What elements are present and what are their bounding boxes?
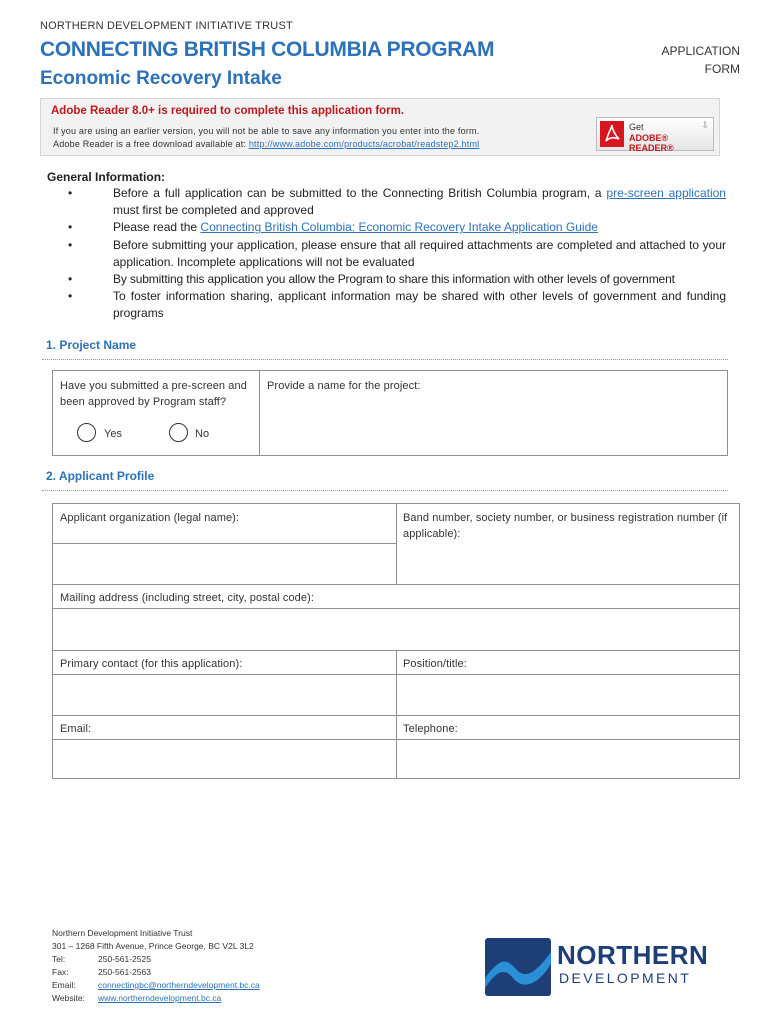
organization-name: NORTHERN DEVELOPMENT INITIATIVE TRUST (40, 20, 293, 32)
download-arrow-icon: ⇩ (701, 120, 709, 130)
logo-word-development: DEVELOPMENT (559, 970, 692, 986)
footer-website-link[interactable]: www.northerndevelopment.bc.ca (98, 993, 222, 1003)
logo-word-northern: NORTHERN (557, 940, 709, 970)
form-type-line2: FORM (704, 62, 740, 76)
footer-address: 301 – 1268 Fifth Avenue, Prince George, BC V2L 3L2 (52, 941, 254, 951)
bullet-dot: • (68, 186, 73, 200)
general-info-heading: General Information: (47, 170, 166, 184)
notice-line1: If you are using an earlier version, you will not be able to save any information you enter into the form. (53, 126, 480, 136)
adobe-pdf-icon (600, 121, 624, 147)
prescreen-no-radio[interactable] (169, 423, 188, 442)
form-type-label (620, 42, 740, 78)
program-title: CONNECTING BRITISH COLUMBIA PROGRAM (40, 38, 495, 61)
bullet-dot: • (68, 289, 73, 304)
position-input[interactable] (398, 676, 738, 714)
footer-email-link[interactable]: connectingbc@northerndevelopment.bc.ca (98, 980, 260, 990)
bullet-dot: • (68, 272, 73, 287)
list-item: • To foster information sharing, applicant information may be shared with other levels of government and funding programs (68, 289, 726, 321)
list-item: • Before a full application can be submitted to the Connecting British Columbia program, a pre-screen application must first be completed and approved (68, 186, 726, 218)
bullet-dot: • (68, 237, 73, 252)
email-label: Email: (60, 723, 92, 735)
table-divider (259, 370, 260, 456)
footer-web-row: Website: www.northerndevelopment.bc.ca (52, 993, 222, 1003)
northern-development-mark-icon (485, 938, 551, 996)
telephone-input[interactable] (398, 741, 738, 778)
primary-contact-input[interactable] (54, 676, 395, 714)
telephone-label: Telephone: (403, 723, 458, 735)
registration-number-label: Band number, society number, or business registration number (if applicable): (403, 512, 728, 540)
northern-development-logo (485, 938, 730, 996)
footer-org: Northern Development Initiative Trust (52, 928, 193, 938)
table-divider (52, 608, 740, 609)
notice-line2 (53, 139, 479, 149)
yes-label: Yes (104, 428, 122, 440)
notice-title: Adobe Reader 8.0+ is required to complete this application form. (51, 105, 405, 117)
list-item: • Before submitting your application, please ensure that all required attachments are completed and attached to your application. Incomplete applications will not be evaluated (68, 237, 726, 269)
prescreen-yes-radio[interactable] (77, 423, 96, 442)
intake-subtitle: Economic Recovery Intake (40, 68, 282, 89)
table-divider (396, 650, 397, 779)
section-1-heading: 1. Project Name (46, 338, 137, 352)
section-2-divider (42, 490, 728, 491)
org-name-input[interactable] (54, 545, 395, 583)
get-adobe-reader-button[interactable] (596, 117, 714, 151)
footer-fax: 250-561-2563 (98, 967, 151, 977)
footer-tel-row: Tel: 250-561-2525 (52, 954, 151, 964)
adobe-notice (40, 98, 720, 156)
table-divider (52, 584, 740, 585)
prescreen-question: Have you submitted a pre-screen and been approved by Program staff? (60, 380, 247, 408)
adobe-download-link[interactable]: http://www.adobe.com/products/acrobat/readstep2.html (248, 139, 480, 149)
email-input[interactable] (54, 741, 395, 778)
footer-contact (52, 927, 260, 1005)
application-guide-link[interactable]: Connecting British Columbia: Economic Recovery Intake Application Guide (200, 220, 598, 235)
section-1-divider (42, 359, 728, 360)
table-divider (52, 543, 396, 544)
no-label: No (195, 428, 210, 440)
pre-screen-application-link[interactable]: pre-screen application (606, 186, 726, 200)
org-name-label: Applicant organization (legal name): (60, 512, 240, 524)
primary-contact-label: Primary contact (for this application): (60, 658, 243, 670)
badge-reader-text: ADOBE® READER® (629, 133, 674, 153)
footer-fax-row: Fax: 250-561-2563 (52, 967, 151, 977)
position-label: Position/title: (403, 658, 467, 670)
table-divider (396, 503, 397, 584)
notice-line2-prefix: Adobe Reader is a free download available at: (53, 139, 249, 149)
list-item: • By submitting this application you allow the Program to share this information with other levels of government (60, 271, 726, 288)
list-item: • Please read the Connecting British Columbia: Economic Recovery Intake Application Guide (60, 219, 726, 236)
mailing-address-input[interactable] (54, 610, 738, 649)
badge-get-text: Get (629, 122, 644, 132)
mailing-address-label: Mailing address (including street, city, postal code): (60, 592, 315, 604)
form-type-line1: APPLICATION (661, 44, 740, 58)
footer-tel: 250-561-2525 (98, 954, 151, 964)
registration-number-input[interactable] (398, 545, 738, 583)
project-name-input[interactable] (264, 396, 724, 452)
adobe-swirl-icon (600, 121, 624, 147)
project-name-label: Provide a name for the project: (267, 380, 421, 392)
bullet-dot: • (68, 220, 73, 235)
footer-email-row: Email: connectingbc@northerndevelopment.bc.ca (52, 980, 260, 990)
general-info-list (60, 185, 726, 323)
section-2-heading: 2. Applicant Profile (46, 469, 155, 483)
